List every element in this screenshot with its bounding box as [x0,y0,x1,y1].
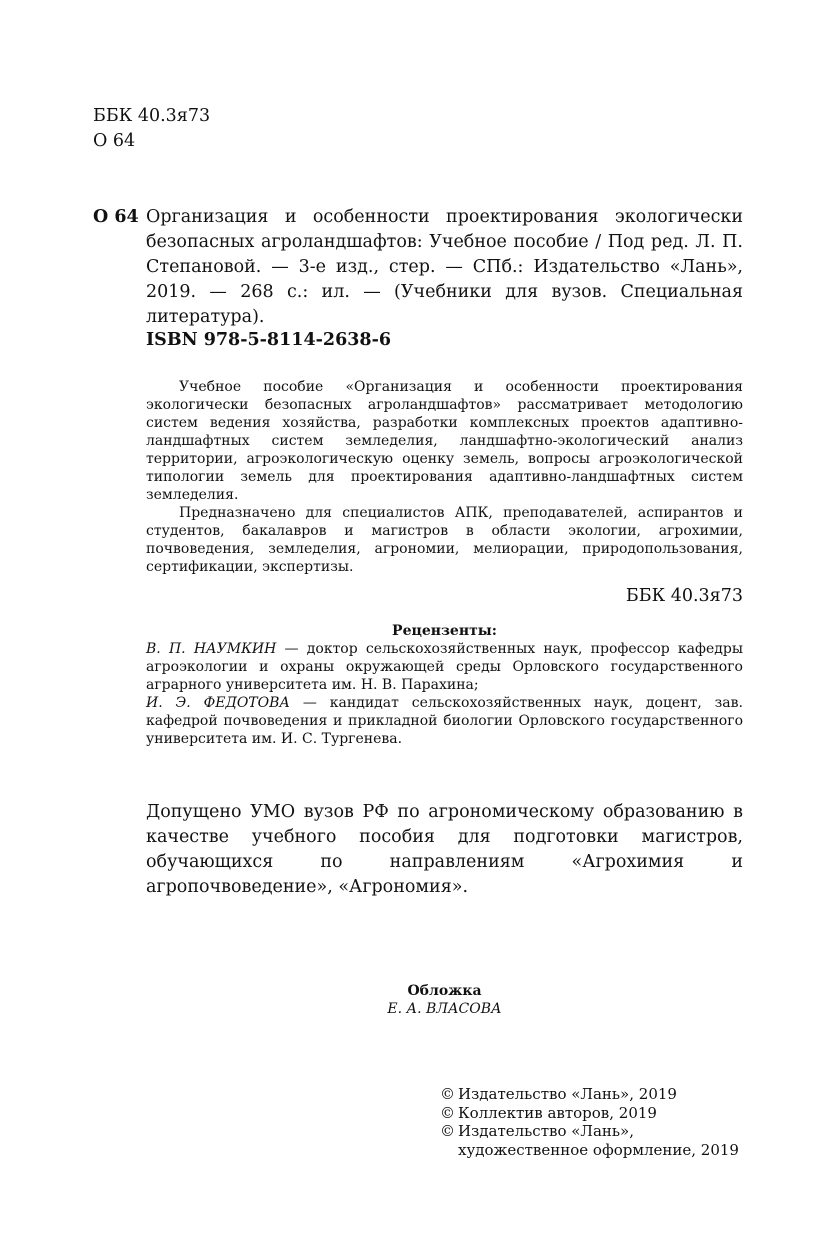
cover-credit [146,982,743,1018]
copyright-line: © Издательство «Лань», [440,1122,635,1140]
annotation [146,378,743,576]
copyright-line: художественное оформление, 2019 [458,1140,739,1159]
reviewer-details: — доктор сельскохозяйственных наук, профессор кафедры агроэкологии и охраны окружающей среды Орловского государственного аграрного университета им. Н. В. Парахина; [146,641,743,693]
entry-mark: О 64 [93,207,139,227]
copyright-line: © Издательство «Лань», 2019 [440,1085,677,1103]
annotation-paragraph: Учебное пособие «Организация и особенности проектирования экологически безопасных агроландшафтов» рассматривает методологию систем ведения хозяйства, разработки комплексных проектов адаптивно-ландшафтных систем земледелия, ландшафтно-экологический анализ территории, агроэкологическую оценку земель, вопросы агроэкологической типологии земель для проектирования адаптивно-ландшафтных систем земледелия. [146,379,743,503]
copyright-line: © Коллектив авторов, 2019 [440,1103,657,1122]
copyright-symbol: © [440,1103,455,1122]
reviewer-name: И. Э. ФЕДОТОВА [146,695,291,711]
annotation-paragraph: Предназначено для специалистов АПК, преподавателей, аспирантов и студентов, бакалавров и магистров в области экологии, агрохимии, почвоведения, земледелия, агрономии, мелиорации, природопользования, сертификации, экспертизы. [146,505,743,575]
author-mark: О 64 [93,131,136,151]
reviewers-list [146,640,743,748]
bibliographic-description: Организация и особенности проектирования экологически безопасных агроландшафтов: Учебное пособие / Под ред. Л. П. Степановой. — 3-е изд., стер. — СПб.: Издательство «Лань», 2019. — 268 с.: ил. — (Учебники для вузов. Специальная литература). [146,207,743,327]
copyright-block [440,1085,739,1159]
reviewers-heading: Рецензенты: [392,623,497,639]
reviewer-entry [146,640,743,694]
bbk-code: ББК 40.3я73 [93,106,211,126]
reviewer-details: — кандидат сельскохозяйственных наук, доцент, зав. кафедрой почвоведения и прикладной биологии Орловского государственного университета им. И. С. Тургенева. [146,695,743,747]
cover-artist: Е. А. ВЛАСОВА [387,1001,502,1017]
cover-label: Обложка [407,983,482,999]
reviewer-name: В. П. НАУМКИН [146,641,277,657]
copyright-symbol: © [440,1085,455,1103]
approval-statement: Допущено УМО вузов РФ по агрономическому образованию в качестве учебного пособия для подготовки магистров, обучающихся по направлениям «Агрохимия и агропочвоведение», «Агрономия». [146,802,743,897]
copyright-symbol: © [440,1122,455,1140]
isbn: ISBN 978-5-8114-2638-6 [146,330,392,350]
annotation-bbk: ББК 40.3я73 [625,586,743,606]
classification-block [93,104,210,154]
reviewer-entry [146,694,743,748]
